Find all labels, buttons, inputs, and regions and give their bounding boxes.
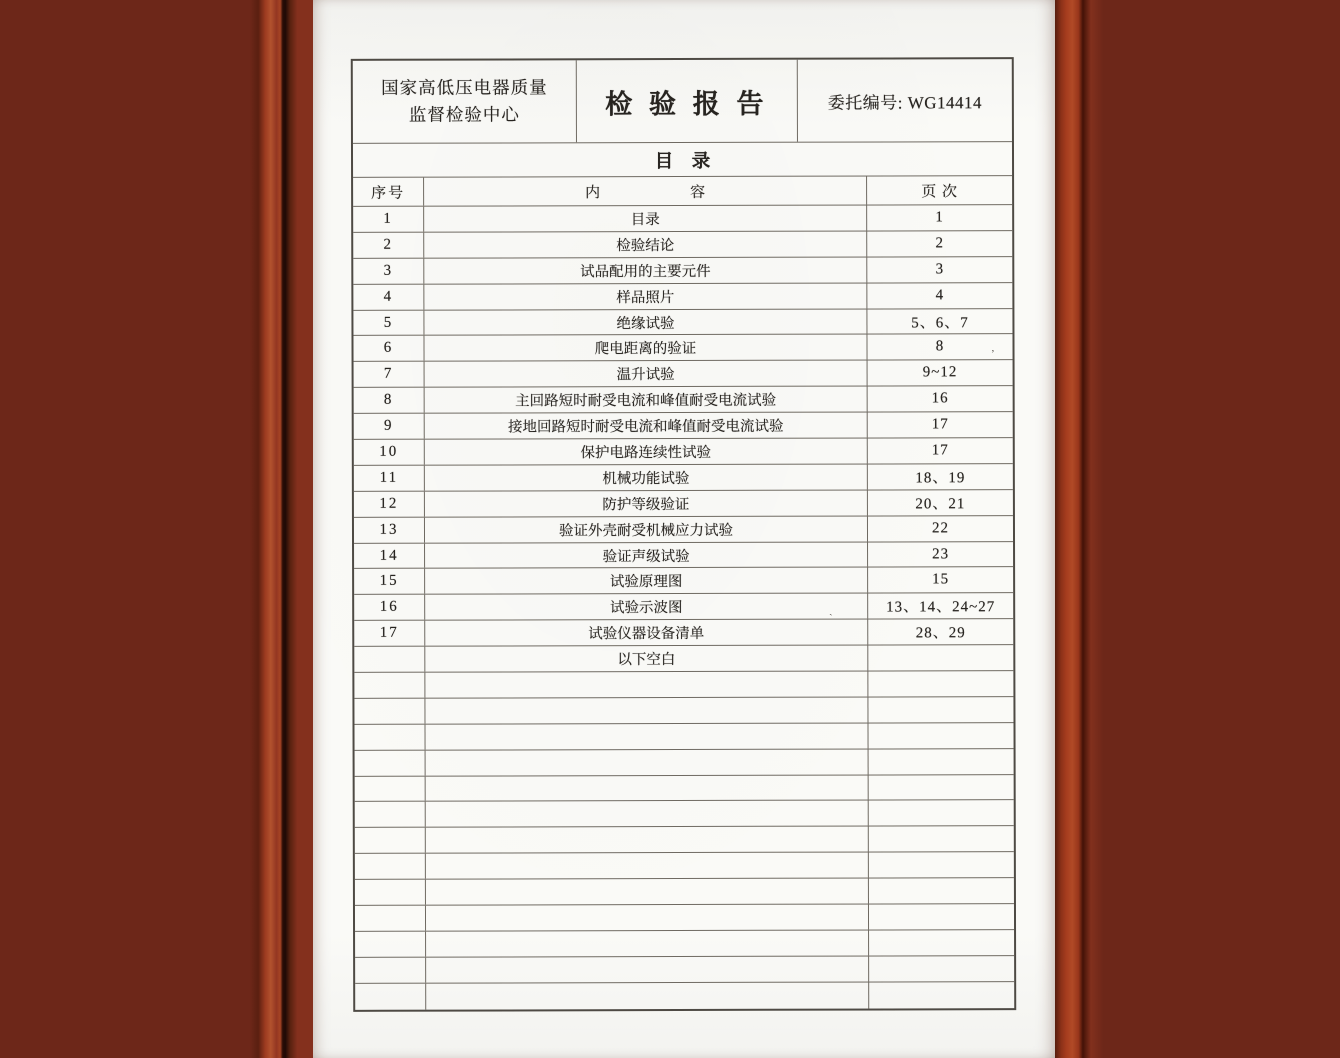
row-page-cell: 4 <box>935 286 945 303</box>
row-content-cell: 验证声级试验 <box>425 542 868 568</box>
org-name-line1: 国家高低压电器质量 <box>381 77 548 98</box>
table-row <box>354 464 1013 492</box>
row-content-cell: 爬电距离的验证 <box>424 335 867 361</box>
row-content-cell: 保护电路连续性试验 <box>425 439 868 465</box>
scanned-report-page <box>313 0 1055 1058</box>
table-row <box>353 309 1012 337</box>
table-row <box>354 386 1013 414</box>
row-page-cell: 20、21 <box>915 495 966 513</box>
row-no-cell: 2 <box>353 233 424 258</box>
row-no-cell <box>355 983 426 1009</box>
row-no-cell <box>355 828 426 853</box>
row-content-cell: 主回路短时耐受电流和峰值耐受电流试验 <box>425 387 868 413</box>
row-page-cell <box>869 930 1014 955</box>
table-row <box>353 283 1012 311</box>
row-content-cell <box>426 982 869 1009</box>
table-row <box>355 827 1014 855</box>
row-content-cell <box>426 905 869 931</box>
table-row <box>355 852 1014 880</box>
table-row <box>355 904 1014 932</box>
toc-title: 目 录 <box>654 151 711 172</box>
row-no-cell <box>355 906 426 931</box>
book-page-edge-left <box>250 0 313 1058</box>
row-content-cell <box>426 853 869 879</box>
table-row <box>353 257 1012 285</box>
row-no-cell <box>355 958 426 983</box>
table-row <box>354 438 1013 466</box>
row-no-cell <box>354 673 425 698</box>
table-row <box>354 568 1013 596</box>
row-page-cell: 8 <box>935 338 945 355</box>
row-page-cell <box>869 904 1014 929</box>
row-page-cell: 2 <box>935 235 945 252</box>
table-row <box>355 775 1014 803</box>
row-page-cell <box>869 982 1014 1008</box>
row-page-cell: 28、29 <box>915 625 966 642</box>
row-page-cell: 16 <box>931 390 949 407</box>
row-page-cell <box>869 878 1014 903</box>
row-no-cell <box>355 802 426 827</box>
row-content-cell <box>426 879 869 905</box>
row-page-cell: 18、19 <box>915 470 966 487</box>
table-row <box>354 412 1013 440</box>
row-no-cell: 5 <box>353 310 424 335</box>
table-row <box>354 671 1013 699</box>
row-no-cell <box>355 776 426 801</box>
table-row <box>355 878 1014 906</box>
row-no-cell <box>354 647 425 672</box>
row-page-cell: 23 <box>932 545 950 562</box>
row-no-cell: 8 <box>354 388 425 413</box>
row-content-cell: 防护等级验证 <box>425 490 868 516</box>
row-content-cell: 目录 <box>424 206 867 232</box>
row-page-cell <box>869 749 1014 774</box>
table-row <box>353 205 1012 233</box>
row-page-cell: 22 <box>931 519 950 536</box>
row-content-cell <box>426 801 869 827</box>
row-page-cell <box>869 801 1014 826</box>
row-page-cell: 17 <box>931 442 949 459</box>
row-content-cell: 试品配用的主要元件 <box>424 257 867 283</box>
row-page-cell: 5、6、7 <box>911 314 969 331</box>
row-page-cell <box>868 645 1013 670</box>
scan-speck: ’ <box>991 348 995 360</box>
row-no-cell <box>355 932 426 957</box>
scan-speck: ˎ <box>829 604 833 616</box>
toc-title-row <box>353 142 1012 178</box>
commission-number: 委托编号: WG14414 <box>827 92 983 113</box>
table-row <box>355 956 1014 984</box>
row-no-cell <box>355 880 426 905</box>
row-content-cell: 温升试验 <box>425 361 868 387</box>
table-row <box>354 697 1013 725</box>
row-page-cell: 15 <box>932 571 950 588</box>
row-content-cell <box>426 827 869 853</box>
toc-rows <box>353 205 1014 1009</box>
row-no-cell: 17 <box>354 621 425 646</box>
row-content-cell: 检验结论 <box>424 231 867 257</box>
row-content-cell <box>426 775 869 801</box>
column-header-row <box>353 176 1012 207</box>
row-page-cell <box>868 723 1013 748</box>
row-content-cell: 试验示波图 <box>425 594 868 620</box>
row-no-cell: 14 <box>354 543 425 568</box>
row-page-cell <box>869 956 1014 981</box>
row-content-cell <box>425 672 868 698</box>
row-page-cell: 13、14、24~27 <box>886 599 996 616</box>
column-header-no: 序号 <box>353 178 424 206</box>
row-page-cell: 17 <box>931 416 949 433</box>
row-no-cell: 10 <box>354 440 425 465</box>
table-row <box>354 490 1013 518</box>
row-content-cell <box>426 956 869 982</box>
row-page-cell <box>869 775 1014 800</box>
table-row <box>355 749 1014 777</box>
row-content-cell: 试验原理图 <box>425 568 868 594</box>
row-page-cell <box>869 852 1014 877</box>
org-name-line2: 监督检验中心 <box>408 104 520 125</box>
row-page-cell: 1 <box>935 209 944 226</box>
row-no-cell: 13 <box>354 517 425 542</box>
column-header-content: 内 容 <box>424 177 867 206</box>
row-no-cell <box>354 699 425 724</box>
book-page-edge-right <box>1055 0 1117 1058</box>
row-page-cell: 3 <box>935 261 945 278</box>
table-row <box>354 360 1013 388</box>
table-row <box>353 231 1012 259</box>
row-page-cell <box>868 671 1013 696</box>
table-row <box>354 645 1013 673</box>
row-no-cell: 9 <box>354 414 425 439</box>
row-no-cell: 16 <box>354 595 425 620</box>
row-content-cell: 机械功能试验 <box>425 464 868 490</box>
report-header-row <box>353 59 1012 144</box>
row-no-cell: 6 <box>353 336 424 361</box>
row-no-cell: 4 <box>353 284 424 309</box>
row-page-cell <box>868 697 1013 722</box>
row-no-cell: 3 <box>353 258 424 283</box>
row-content-cell: 样品照片 <box>424 283 867 309</box>
row-page-cell <box>869 827 1014 852</box>
table-row <box>354 723 1013 751</box>
toc-table <box>351 57 1016 1011</box>
row-content-cell <box>426 749 869 775</box>
row-no-cell: 7 <box>354 362 425 387</box>
row-content-cell: 接地回路短时耐受电流和峰值耐受电流试验 <box>425 413 868 439</box>
table-row <box>354 593 1013 621</box>
org-name-cell <box>353 60 577 143</box>
row-content-cell: 以下空白 <box>425 646 868 672</box>
table-row <box>354 542 1013 570</box>
table-row <box>353 335 1012 363</box>
report-title: 检 验 报 告 <box>605 88 769 119</box>
row-no-cell <box>355 750 426 775</box>
row-content-cell: 验证外壳耐受机械应力试验 <box>425 516 868 542</box>
commission-number-cell <box>798 59 1012 142</box>
row-page-cell: 9~12 <box>922 364 958 381</box>
row-no-cell: 12 <box>354 491 425 516</box>
row-no-cell: 15 <box>354 569 425 594</box>
column-header-page: 页 次 <box>921 183 959 200</box>
row-no-cell: 1 <box>353 207 424 232</box>
table-row <box>354 516 1013 544</box>
table-row <box>355 982 1014 1010</box>
row-content-cell: 绝缘试验 <box>424 309 867 335</box>
table-row <box>355 930 1014 958</box>
report-title-cell <box>577 60 798 143</box>
row-content-cell <box>425 723 868 749</box>
table-row <box>355 801 1014 829</box>
row-content-cell <box>425 697 868 723</box>
row-no-cell: 11 <box>354 466 425 491</box>
row-content-cell: 试验仪器设备清单 <box>425 620 868 646</box>
row-no-cell <box>354 724 425 749</box>
table-row <box>354 619 1013 647</box>
row-no-cell <box>355 854 426 879</box>
row-content-cell <box>426 930 869 956</box>
